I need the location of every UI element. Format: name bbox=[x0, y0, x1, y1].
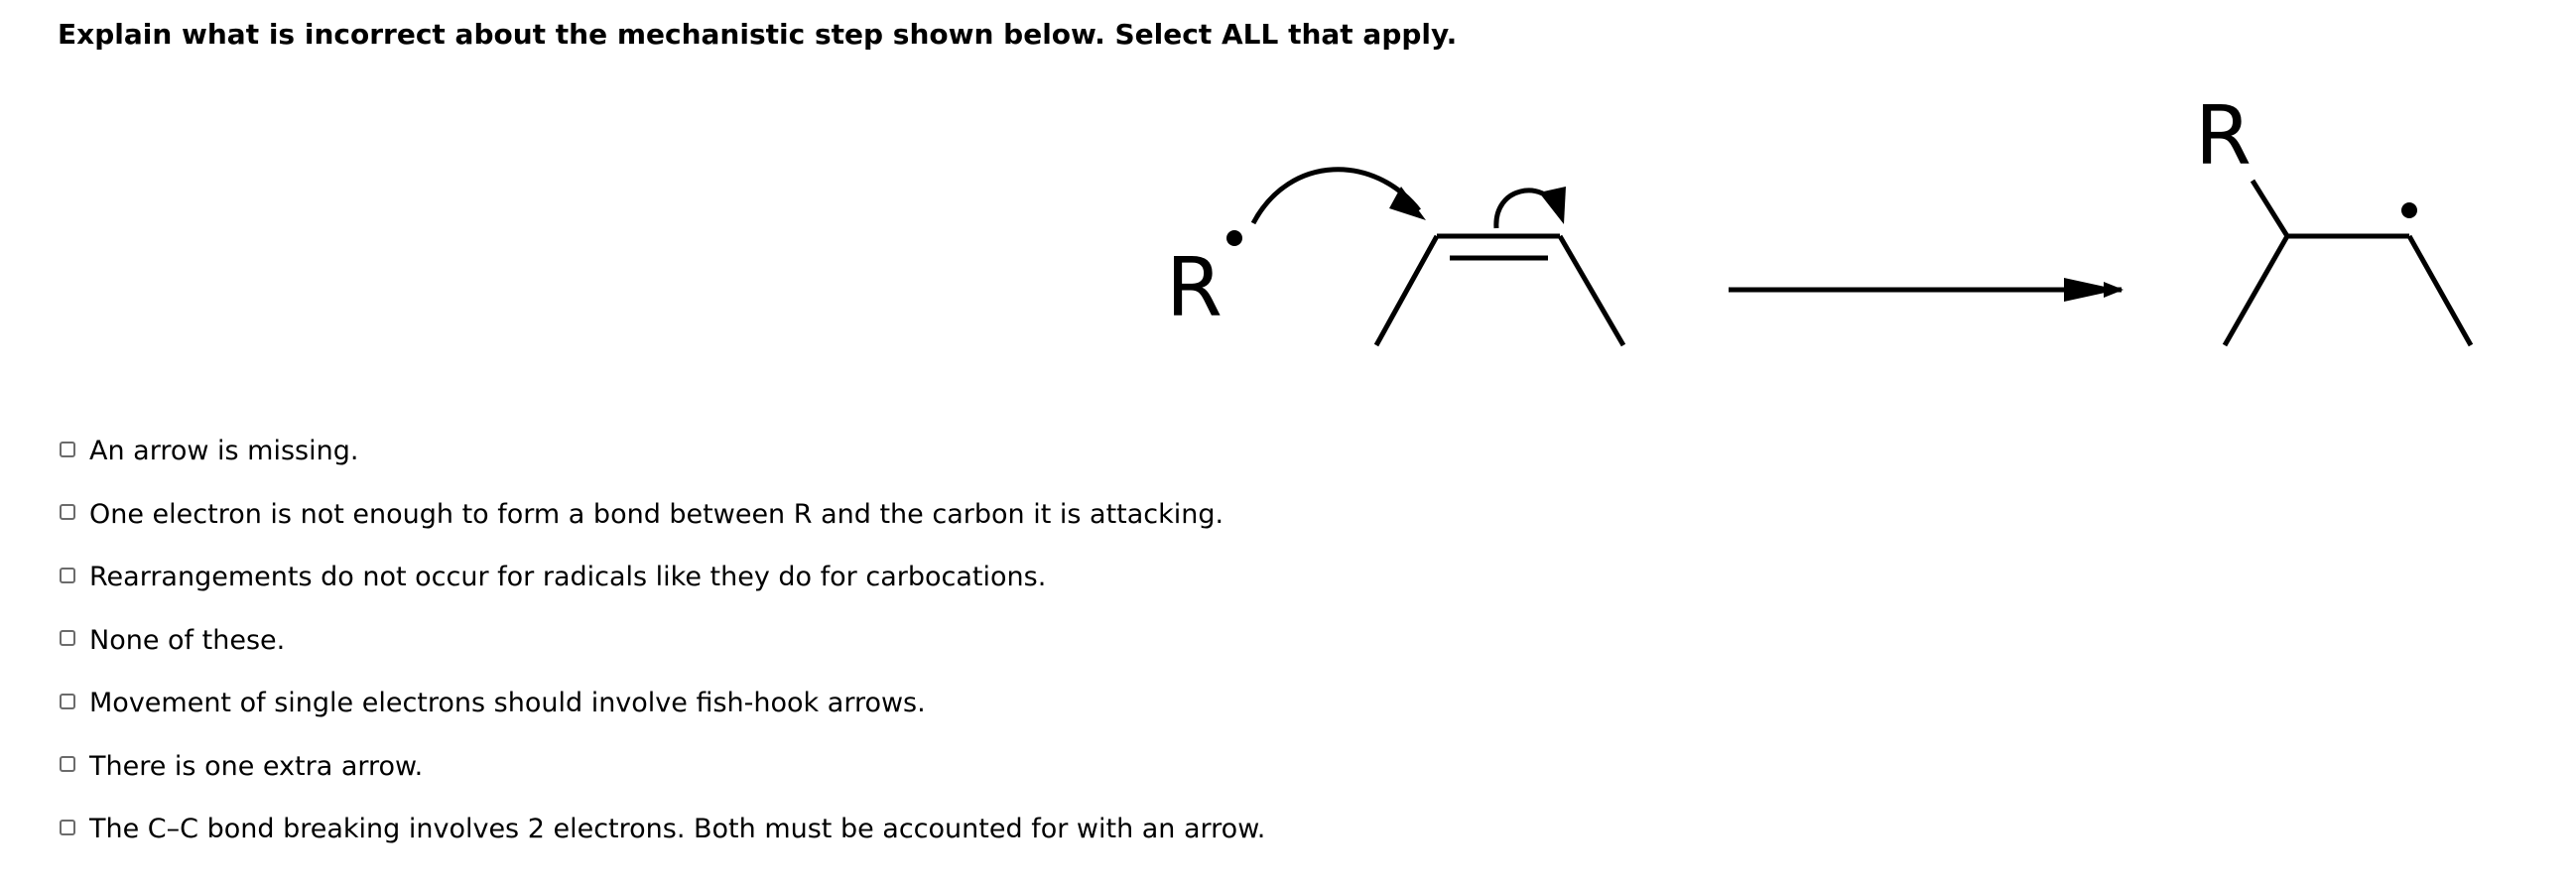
choice-label: The C–C bond breaking involves 2 electrons. Both must be accounted for with an arrow. bbox=[89, 814, 1266, 845]
choice-two-electrons-bond-breaking[interactable] bbox=[60, 798, 1265, 861]
mechanism-scheme bbox=[0, 0, 2576, 397]
choice-arrow-missing[interactable] bbox=[60, 420, 1265, 483]
choice-none-of-these[interactable] bbox=[60, 609, 1265, 673]
choice-label: Rearrangements do not occur for radicals like they do for carbocations. bbox=[89, 562, 1047, 593]
choice-label: One electron is not enough to form a bond between R and the carbon it is attacking. bbox=[89, 498, 1224, 530]
alkene-structure bbox=[1376, 236, 1623, 345]
answer-choices bbox=[60, 420, 1265, 861]
product-structure bbox=[2225, 181, 2471, 345]
choice-no-radical-rearrangements[interactable] bbox=[60, 546, 1265, 609]
choice-label: None of these. bbox=[89, 624, 286, 656]
checkbox[interactable] bbox=[60, 568, 75, 583]
checkbox[interactable] bbox=[60, 694, 75, 709]
curved-arrow-head-1 bbox=[1389, 187, 1426, 220]
choice-one-electron-not-enough[interactable] bbox=[60, 483, 1265, 547]
curved-arrow-head-2 bbox=[1539, 187, 1566, 224]
checkbox[interactable] bbox=[60, 756, 75, 772]
checkbox[interactable] bbox=[60, 820, 75, 835]
question-prompt: Explain what is incorrect about the mechanistic step shown below. Select ALL that apply. bbox=[58, 18, 1458, 51]
choice-label: There is one extra arrow. bbox=[89, 750, 424, 782]
product-r-label: R bbox=[2195, 89, 2252, 184]
checkbox[interactable] bbox=[60, 630, 75, 646]
checkbox[interactable] bbox=[60, 504, 75, 520]
choice-label: An arrow is missing. bbox=[89, 436, 359, 467]
reaction-arrow-head bbox=[2064, 278, 2119, 302]
curved-arrow-radical-attack bbox=[1253, 170, 1419, 223]
choice-fish-hook-arrows[interactable] bbox=[60, 672, 1265, 735]
choice-extra-arrow[interactable] bbox=[60, 735, 1265, 799]
radical-electron-dot bbox=[1226, 230, 1242, 246]
choice-label: Movement of single electrons should involve fish-hook arrows. bbox=[89, 688, 926, 719]
checkbox[interactable] bbox=[60, 442, 75, 457]
product-radical-dot bbox=[2401, 202, 2417, 218]
reactant-r-label: R bbox=[1166, 241, 1223, 335]
